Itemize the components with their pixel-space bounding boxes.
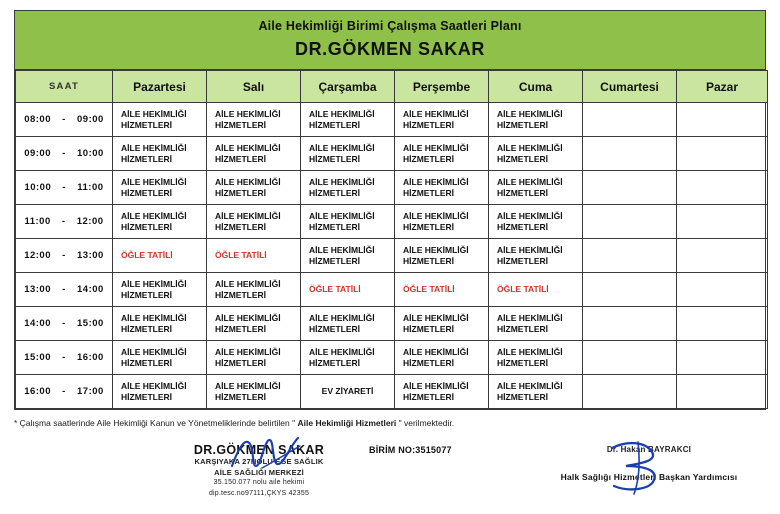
slot-empty xyxy=(677,375,768,409)
table-body xyxy=(16,103,768,409)
table-row xyxy=(16,239,768,273)
slot-service: AİLE HEKİMLİĞİ HİZMETLERİ xyxy=(301,103,395,137)
column-header-sali: Salı xyxy=(207,71,301,103)
slot-empty xyxy=(583,239,677,273)
column-header-cuma: Cuma xyxy=(489,71,583,103)
slot-service: AİLE HEKİMLİĞİ HİZMETLERİ xyxy=(207,103,301,137)
slot-service: AİLE HEKİMLİĞİ HİZMETLERİ xyxy=(207,273,301,307)
signature-official-role: Halk Sağlığı Hizmetleri Başkan Yardımcısı xyxy=(560,472,738,482)
slot-service: AİLE HEKİMLİĞİ HİZMETLERİ xyxy=(395,307,489,341)
column-header-cumartesi: Cumartesi xyxy=(583,71,677,103)
time-cell: 10:00 - 11:00 xyxy=(16,171,113,205)
slot-home-visit: EV ZİYARETİ xyxy=(301,375,395,409)
slot-service: AİLE HEKİMLİĞİ HİZMETLERİ xyxy=(395,375,489,409)
slot-service: AİLE HEKİMLİĞİ HİZMETLERİ xyxy=(395,103,489,137)
signature-official-name: Dr. Hakan BAYRAKCI xyxy=(606,445,692,454)
slot-empty xyxy=(583,375,677,409)
slot-lunch-break: ÖĞLE TATİLİ xyxy=(113,239,207,273)
table-row xyxy=(16,341,768,375)
slot-service: AİLE HEKİMLİĞİ HİZMETLERİ xyxy=(301,205,395,239)
column-header-saat: SAAT xyxy=(16,71,113,103)
signature-area xyxy=(14,443,766,513)
slot-empty xyxy=(583,171,677,205)
slot-service: AİLE HEKİMLİĞİ HİZMETLERİ xyxy=(207,375,301,409)
slot-service: AİLE HEKİMLİĞİ HİZMETLERİ xyxy=(113,205,207,239)
slot-service: AİLE HEKİMLİĞİ HİZMETLERİ xyxy=(207,171,301,205)
table-row xyxy=(16,375,768,409)
slot-lunch-break: ÖĞLE TATİLİ xyxy=(301,273,395,307)
slot-service: AİLE HEKİMLİĞİ HİZMETLERİ xyxy=(489,205,583,239)
slot-service: AİLE HEKİMLİĞİ HİZMETLERİ xyxy=(301,137,395,171)
birim-no: BİRİM NO:3515077 xyxy=(369,445,452,455)
slot-service: AİLE HEKİMLİĞİ HİZMETLERİ xyxy=(489,341,583,375)
column-header-persembe: Perşembe xyxy=(395,71,489,103)
slot-empty xyxy=(677,273,768,307)
signature-doctor-name: DR.GÖKMEN SAKAR xyxy=(193,443,325,457)
slot-service: AİLE HEKİMLİĞİ HİZMETLERİ xyxy=(395,137,489,171)
slot-lunch-break: ÖĞLE TATİLİ xyxy=(395,273,489,307)
signature-doctor-line1: KARŞIYAKA 27NOLU EGE SAĞLIK xyxy=(194,457,324,466)
time-cell: 16:00 - 17:00 xyxy=(16,375,113,409)
time-cell: 13:00 - 14:00 xyxy=(16,273,113,307)
slot-service: AİLE HEKİMLİĞİ HİZMETLERİ xyxy=(301,239,395,273)
slot-empty xyxy=(583,205,677,239)
time-cell: 09:00 - 10:00 xyxy=(16,137,113,171)
time-cell: 08:00 - 09:00 xyxy=(16,103,113,137)
schedule-table xyxy=(15,70,768,409)
slot-service: AİLE HEKİMLİĞİ HİZMETLERİ xyxy=(113,307,207,341)
table-row xyxy=(16,137,768,171)
slot-service: AİLE HEKİMLİĞİ HİZMETLERİ xyxy=(113,273,207,307)
slot-service: AİLE HEKİMLİĞİ HİZMETLERİ xyxy=(489,137,583,171)
slot-empty xyxy=(677,171,768,205)
slot-service: AİLE HEKİMLİĞİ HİZMETLERİ xyxy=(489,103,583,137)
slot-empty xyxy=(583,137,677,171)
slot-empty xyxy=(677,137,768,171)
slot-lunch-break: ÖĞLE TATİLİ xyxy=(489,273,583,307)
slot-service: AİLE HEKİMLİĞİ HİZMETLERİ xyxy=(489,307,583,341)
slot-service: AİLE HEKİMLİĞİ HİZMETLERİ xyxy=(395,239,489,273)
slot-empty xyxy=(677,103,768,137)
column-header-carsamba: Çarşamba xyxy=(301,71,395,103)
slot-service: AİLE HEKİMLİĞİ HİZMETLERİ xyxy=(113,103,207,137)
slot-service: AİLE HEKİMLİĞİ HİZMETLERİ xyxy=(301,171,395,205)
signature-block-doctor xyxy=(134,443,384,499)
signature-doctor-line4: dip.tesc.no97111,ÇKYS 42355 xyxy=(208,489,310,497)
signature-block-official xyxy=(519,445,779,482)
slot-service: AİLE HEKİMLİĞİ HİZMETLERİ xyxy=(489,171,583,205)
time-cell: 11:00 - 12:00 xyxy=(16,205,113,239)
slot-empty xyxy=(583,103,677,137)
document-header xyxy=(15,11,765,70)
column-header-pazar: Pazar xyxy=(677,71,768,103)
slot-service: AİLE HEKİMLİĞİ HİZMETLERİ xyxy=(301,341,395,375)
slot-service: AİLE HEKİMLİĞİ HİZMETLERİ xyxy=(207,341,301,375)
time-cell: 12:00 - 13:00 xyxy=(16,239,113,273)
time-cell: 14:00 - 15:00 xyxy=(16,307,113,341)
footnote-suffix: " verilmektedir. xyxy=(396,418,455,428)
slot-empty xyxy=(677,205,768,239)
column-header-pazartesi: Pazartesi xyxy=(113,71,207,103)
footnote xyxy=(14,417,766,429)
footnote-prefix: * Çalışma saatlerinde Aile Hekimliği Kanun ve Yönetmeliklerinde belirtilen " xyxy=(14,418,298,428)
slot-service: AİLE HEKİMLİĞİ HİZMETLERİ xyxy=(207,205,301,239)
slot-service: AİLE HEKİMLİĞİ HİZMETLERİ xyxy=(489,375,583,409)
time-cell: 15:00 - 16:00 xyxy=(16,341,113,375)
slot-service: AİLE HEKİMLİĞİ HİZMETLERİ xyxy=(207,307,301,341)
slot-empty xyxy=(677,307,768,341)
slot-empty xyxy=(583,273,677,307)
table-row xyxy=(16,273,768,307)
slot-service: AİLE HEKİMLİĞİ HİZMETLERİ xyxy=(395,171,489,205)
slot-service: AİLE HEKİMLİĞİ HİZMETLERİ xyxy=(395,205,489,239)
page-title: Aile Hekimliği Birimi Çalışma Saatleri Planı xyxy=(258,19,522,33)
slot-empty xyxy=(583,341,677,375)
table-header-row xyxy=(16,71,768,103)
slot-empty xyxy=(583,307,677,341)
table-row xyxy=(16,171,768,205)
footnote-bold: Aile Hekimliği Hizmetleri xyxy=(297,418,397,428)
slot-service: AİLE HEKİMLİĞİ HİZMETLERİ xyxy=(113,171,207,205)
slot-service: AİLE HEKİMLİĞİ HİZMETLERİ xyxy=(207,137,301,171)
signature-doctor-line3: 35.150.077 nolu aile hekimi xyxy=(213,479,305,486)
table-row xyxy=(16,103,768,137)
slot-empty xyxy=(677,341,768,375)
slot-service: AİLE HEKİMLİĞİ HİZMETLERİ xyxy=(395,341,489,375)
signature-doctor-line2: AİLE SAĞLIĞI MERKEZİ xyxy=(214,467,304,477)
schedule-sheet xyxy=(14,10,766,410)
table-row xyxy=(16,307,768,341)
slot-service: AİLE HEKİMLİĞİ HİZMETLERİ xyxy=(113,137,207,171)
slot-lunch-break: ÖĞLE TATİLİ xyxy=(207,239,301,273)
slot-service: AİLE HEKİMLİĞİ HİZMETLERİ xyxy=(489,239,583,273)
slot-service: AİLE HEKİMLİĞİ HİZMETLERİ xyxy=(113,375,207,409)
slot-service: AİLE HEKİMLİĞİ HİZMETLERİ xyxy=(113,341,207,375)
slot-service: AİLE HEKİMLİĞİ HİZMETLERİ xyxy=(301,307,395,341)
slot-empty xyxy=(677,239,768,273)
doctor-name-heading: DR.GÖKMEN SAKAR xyxy=(294,39,485,59)
table-row xyxy=(16,205,768,239)
